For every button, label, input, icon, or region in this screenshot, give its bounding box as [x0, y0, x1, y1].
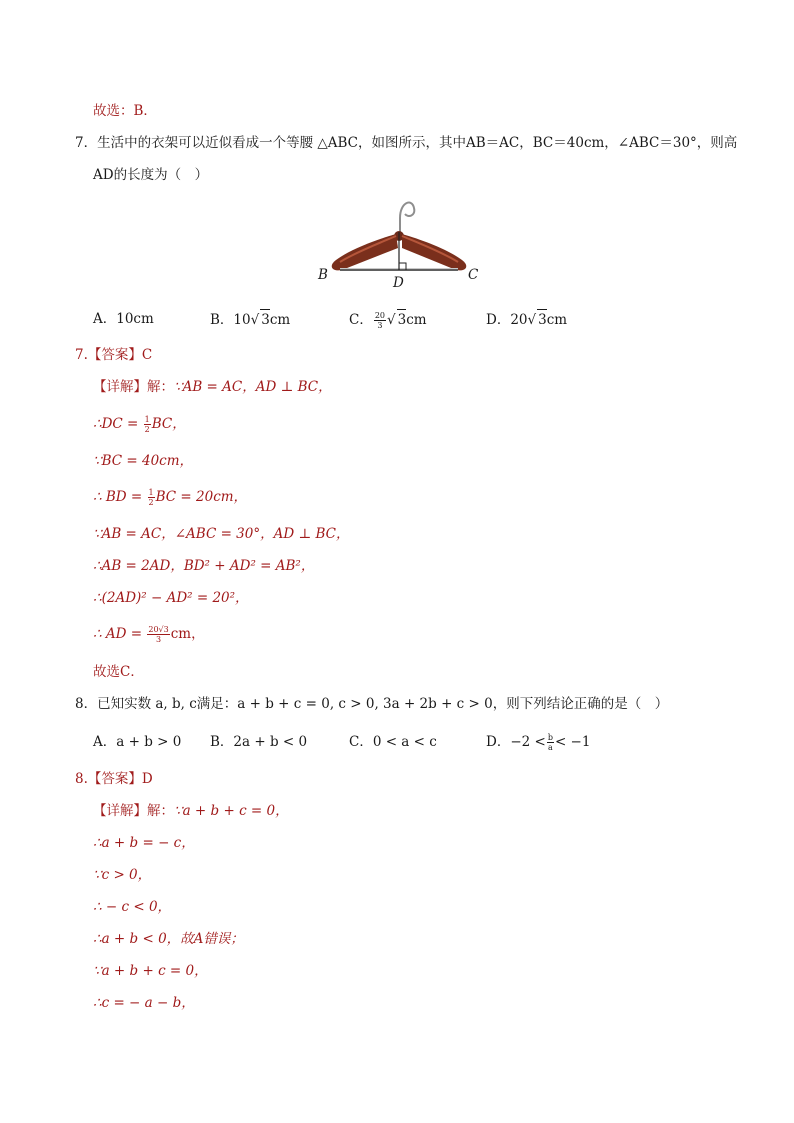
figure-label-c: C — [468, 267, 479, 283]
answer-8-detail-2: ∴a + b = − c， — [93, 835, 195, 851]
q7-option-d-radicand: 3 — [537, 309, 547, 330]
question-8-line-1: 8．已知实数 a, b, c满足：a + b + c = 0, c > 0, 3a + 2b + c > 0，则下列结论正确的是（ ） — [75, 696, 669, 712]
q7-option-d-prefix: D．20 — [486, 312, 528, 328]
answer-8-detail-3: ∵c > 0， — [93, 867, 152, 883]
question-7-line-1: 7．生活中的衣架可以近似看成一个等腰 △ABC，如图所示，其中AB＝AC，BC＝40cm，∠ABC＝30°，则高 — [75, 135, 738, 151]
answer-7-detail-4-post: BC = 20cm， — [155, 489, 248, 505]
answer-7-detail-4-pre: ∴ BD = — [93, 489, 147, 505]
answer-7-detail-7: ∴(2AD)² − AD² = 20²， — [93, 590, 249, 606]
q8-option-b: B．2a + b < 0 — [210, 734, 308, 750]
q7-option-c-radicand: 3 — [397, 309, 407, 330]
q8-option-d — [486, 732, 590, 752]
answer-8-heading: 8.【答案】D — [75, 771, 153, 787]
answer-7-detail-1 — [93, 377, 332, 397]
answer-7-detail-8 — [93, 624, 205, 644]
q8-option-d-prefix: D．−2 < — [486, 734, 546, 750]
answer-7-conclusion: 故选C． — [93, 664, 144, 680]
q8-option-d-suffix: < −1 — [554, 734, 591, 750]
q7-option-d-unit: cm — [546, 312, 568, 328]
q8-option-d-numerator: b — [547, 733, 553, 742]
answer-8-detail-5: ∴a + b < 0，故A错误； — [93, 931, 244, 947]
answer-7-detail-label: 【详解】解： — [93, 379, 174, 395]
q7-option-b — [210, 309, 290, 330]
q7-option-b-prefix: B．10 — [210, 312, 251, 328]
answer-8-detail-1-math: ∵a + b + c = 0， — [174, 803, 289, 819]
q7-option-b-radical: √ 3 — [251, 312, 270, 328]
answer-8-detail-7: ∴c = − a − b， — [93, 995, 195, 1011]
answer-8-detail-4: ∴ − c < 0， — [93, 899, 172, 915]
answer-7-detail-2-post: BC， — [151, 416, 186, 432]
answer-7-detail-1-math: ∵AB = AC，AD ⊥ BC， — [174, 379, 332, 395]
question-7-line-2: AD的长度为（ ） — [93, 167, 209, 183]
figure-label-d: D — [393, 275, 404, 291]
q7-option-b-radicand: 3 — [260, 309, 270, 330]
answer-8-detail-6: ∵a + b + c = 0， — [93, 963, 208, 979]
prev-answer-end — [93, 101, 157, 121]
answer-7-detail-5: ∵AB = AC，∠ABC = 30°，AD ⊥ BC， — [93, 526, 350, 542]
answer-7-detail-2 — [93, 414, 186, 434]
answer-7-detail-8-pre: ∴ AD = — [93, 626, 147, 642]
q8-option-d-denominator: a — [548, 743, 553, 752]
q8-option-a: A．a + b > 0 — [93, 734, 182, 750]
answer-8-detail-1 — [93, 801, 289, 821]
q7-option-b-unit: cm — [269, 312, 291, 328]
answer-7-detail-8-fraction — [147, 625, 169, 644]
q7-option-c-unit: cm — [406, 312, 427, 328]
answer-7-detail-4-fraction — [148, 488, 155, 507]
answer-8-detail-label: 【详解】解： — [93, 803, 174, 819]
answer-7-detail-2-fraction — [144, 415, 151, 434]
q7-option-d: D．20√ 3cm — [486, 309, 567, 330]
answer-7-heading: 7.【答案】C — [75, 347, 153, 363]
answer-7-detail-2-numerator: 1 — [144, 415, 150, 424]
answer-7-detail-8-numerator: 20√3 — [148, 625, 169, 634]
q7-option-c-prefix: C． — [349, 312, 373, 328]
q7-option-c: C． $\frac{20}{3}$ √ 3cm — [349, 311, 427, 330]
answer-7-detail-3: ∵BC = 40cm， — [93, 453, 194, 469]
q7-option-a: A．10cm — [93, 311, 154, 327]
answer-7-detail-8-post: cm， — [170, 626, 205, 642]
answer-7-detail-4-numerator: 1 — [148, 488, 154, 497]
q7-option-c-numerator: 20 — [374, 311, 386, 320]
answer-7-detail-4-denominator: 2 — [148, 498, 154, 507]
answer-7-detail-8-denominator: 3 — [156, 635, 162, 644]
answer-7-detail-2-denominator: 2 — [144, 425, 150, 434]
prev-answer-text: 故选：B． — [93, 103, 157, 119]
q7-option-c-denominator: 3 — [377, 321, 383, 330]
answer-7-detail-4 — [93, 487, 247, 507]
answer-7-detail-6: ∴AB = 2AD，BD² + AD² = AB²， — [93, 558, 315, 574]
q7-option-c-fraction — [374, 311, 386, 330]
answer-7-detail-2-pre: ∴DC = — [93, 416, 143, 432]
q8-option-c: C．0 < a < c — [349, 734, 437, 750]
figure-label-b: B — [318, 267, 328, 283]
q8-option-d-fraction — [547, 733, 554, 752]
